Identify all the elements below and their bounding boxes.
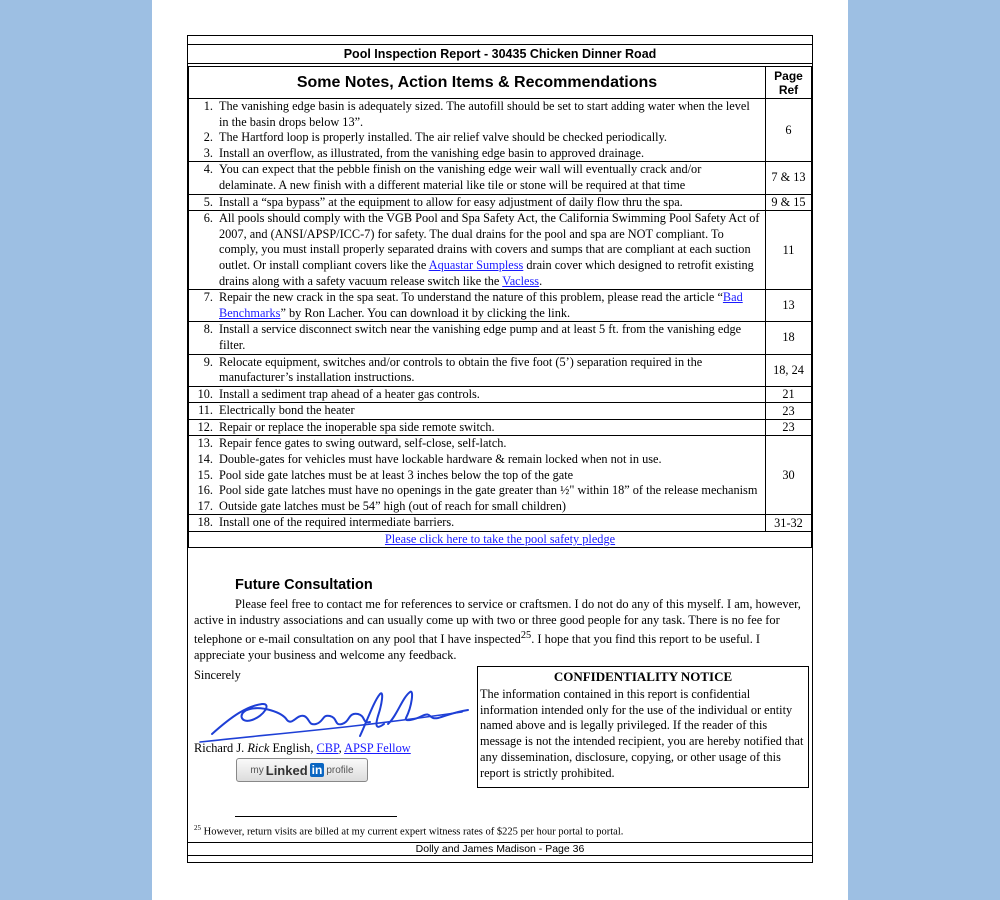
future-consultation-title: Future Consultation (235, 577, 373, 593)
notes-table (188, 66, 812, 548)
footnote-ref: 25 (520, 630, 532, 642)
confidentiality-notice (477, 666, 809, 788)
consultation-paragraph: Please feel free to contact me for references to service or craftsmen. I do not do any of this myself. I am, however, active in industry associations and can usually come up with two or three good people for any task. There is no fee for telephone or e-mail consultation on any pool that I have inspected$^{25}$. I hope that you find this report to be useful. I appreciate your business and welcome any feedback. (194, 597, 801, 662)
notice-title: CONFIDENTIALITY NOTICE (553, 669, 733, 684)
page-footer: Dolly and James Madison - Page 36 (188, 842, 812, 856)
table-row (189, 211, 812, 290)
page-ref: 13 (766, 290, 812, 322)
linkedin-profile-button[interactable]: my Linked in profile (236, 758, 368, 782)
pledge-row (189, 532, 812, 548)
table-row (189, 419, 812, 436)
linkedin-icon: in (311, 763, 323, 777)
table-row (189, 436, 812, 515)
table-row (189, 515, 812, 532)
closing-text: Sincerely (194, 668, 241, 682)
apsp-fellow-link[interactable]: APSP Fellow (344, 741, 411, 755)
cbp-link[interactable]: CBP (316, 741, 339, 755)
list-item: 9. Relocate equipment, switches and/or controls to obtain the five foot (5’) separation required in the manufacturer’s installation instructions. (203, 354, 703, 385)
page-ref: 30 (766, 436, 812, 515)
list-item: 6. All pools should comply with the VGB Pool and Spa Safety Act, the California Swimming Pool Safety Act of 2007, and (ANSI/APSP/ICC-7) for safety. The dual drains for the pool and spa are NOT compliant. To comply, you must install properly separated drains with covers and sumps that are compliant at each suction outlet. Or install compliant covers like the Aquastar Sumpless drain cover which designed to retrofit existing drains along with a safety vacuum release switch like the Vacless. (203, 211, 760, 288)
notice-body: The information contained in this report is confidential information intended only for the use of the individual or entity named above and is legally privileged. If the reader of this message is not the intended recipient, you are hereby notified that any dissemination, disclosure, copying, or other usage of this report is strictly prohibited. (480, 686, 804, 780)
list-item: 16. Pool side gate latches must have no openings in the gate greater than ½" within 18” of the release mechanism (197, 483, 758, 498)
list-item: 12. Repair or replace the inoperable spa side remote switch. (197, 419, 495, 434)
list-item: 7. Repair the new crack in the spa seat. To understand the nature of this problem, please read the article “Bad Benchmarks” by Ron Lacher. You can download it by clicking the link. (203, 290, 743, 320)
page-ref: 11 (766, 211, 812, 290)
list-item: 8. Install a service disconnect switch near the vanishing edge pump and at least 5 ft. from the vanishing edge filter. (203, 322, 742, 352)
report-title: Pool Inspection Report - 30435 Chicken Dinner Road (188, 44, 812, 64)
list-item: 14. Double-gates for vehicles must have lockable hardware & remain locked when not in use. (197, 452, 662, 467)
bad-benchmarks-link[interactable]: Bad Benchmarks (219, 290, 743, 320)
page-ref-heading: Page Ref (766, 67, 812, 99)
list-item: 11. Electrically bond the heater (198, 403, 355, 418)
table-row (189, 386, 812, 403)
list-item: 18. Install one of the required intermediate barriers. (197, 515, 455, 530)
list-item: 5. Install a “spa bypass” at the equipment to allow for easy adjustment of daily flow thru the spa. (203, 194, 683, 209)
list-item: 3. Install an overflow, as illustrated, from the vanishing edge basin to approved drainage. (203, 145, 645, 160)
page-ref: 21 (766, 386, 812, 403)
aquastar-sumpless-link[interactable]: Aquastar Sumpless (428, 257, 524, 272)
vacless-link[interactable]: Vacless (502, 273, 540, 288)
list-item: 17. Outside gate latches must be 54” high (out of reach for small children) (197, 498, 566, 513)
footnote: $^{25}$ However, return visits are billed at my current expert witness rates of $225 per hour portal to portal. (194, 824, 624, 838)
table-row (189, 403, 812, 420)
list-item: 4. You can expect that the pebble finish on the vanishing edge weir wall will eventually crack and/or delaminate. A new finish with a different material like tile or stone will be required at that time (203, 162, 702, 192)
page-ref: 18 (766, 322, 812, 354)
list-item: 10. Install a sediment trap ahead of a heater gas controls. (197, 386, 480, 401)
list-item: 2. The Hartford loop is properly installed. The air relief valve should be checked periodically. (203, 130, 667, 145)
pool-safety-pledge-link[interactable]: Please click here to take the pool safety pledge (384, 532, 616, 547)
list-item: 15. Pool side gate latches must be at least 3 inches below the top of the gate (197, 467, 574, 482)
signer-name: Richard J. Rick English, CBP, APSP Fellow (194, 741, 411, 755)
list-item: 13. Repair fence gates to swing outward, self-close, self-latch. (197, 436, 507, 451)
page-ref: 23 (766, 419, 812, 436)
page-ref: 6 (766, 99, 812, 162)
signature-image (192, 676, 476, 748)
page-frame (187, 35, 813, 863)
footnote-divider (235, 816, 397, 817)
table-row (189, 99, 812, 162)
page-ref: 23 (766, 403, 812, 420)
page-ref: 18, 24 (766, 354, 812, 386)
table-row (189, 194, 812, 211)
page-ref: 7 & 13 (766, 162, 812, 194)
table-row (189, 290, 812, 322)
table-row (189, 322, 812, 354)
page-ref: 31-32 (766, 515, 812, 532)
table-row (189, 162, 812, 194)
list-item: 1. The vanishing edge basin is adequately sized. The autofill should be set to start adding water when the level in the basin drops below 13”. (203, 99, 750, 129)
report-page (152, 0, 848, 900)
table-row (189, 354, 812, 386)
page-ref: 9 & 15 (766, 194, 812, 211)
notes-heading: Some Notes, Action Items & Recommendations (189, 67, 766, 99)
